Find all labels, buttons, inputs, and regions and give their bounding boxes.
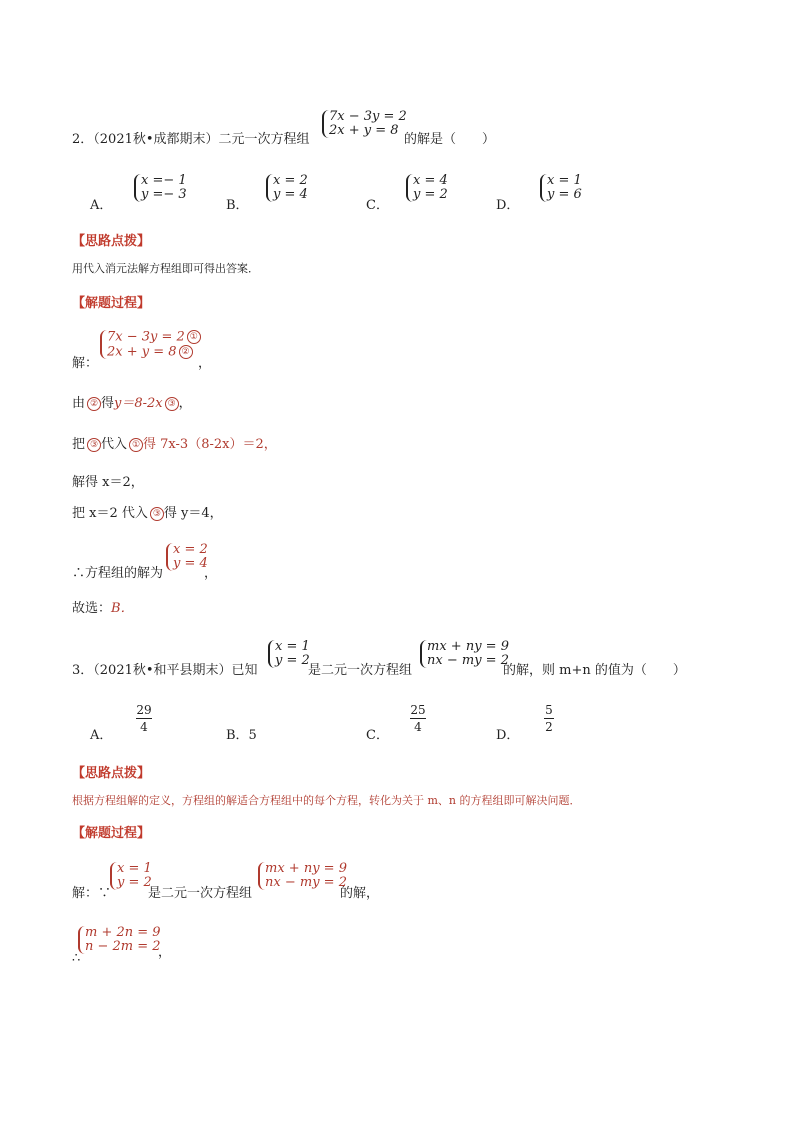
q2-option-a: x =− 1 y =− 3	[134, 174, 187, 202]
q2-equation-system: 7x − 3y = 2 2x + y = 8	[322, 110, 407, 138]
q3-hint-text: 根据方程组解的定义，方程组的解适合方程组中的每个方程，转化为关于 m、n 的方程组即可解决问题．	[72, 794, 581, 807]
q2-conclusion-system: x = 2 y = 4	[166, 543, 208, 571]
q3-therefore: ∴	[72, 951, 81, 966]
q3-equation-system: mx + ny = 9 nx − my = 2	[420, 640, 509, 668]
q3-solution-system: mx + ny = 9 nx − my = 2	[258, 862, 347, 890]
q3-option-d-fraction: 5 2	[545, 703, 553, 734]
q2-step-2: 把 ③ 代入 ① 得 7x-3（8-2x）＝2，	[72, 437, 277, 452]
q3-given-system: x = 1 y = 2	[268, 640, 310, 668]
q2-option-c-label: C．	[366, 198, 389, 213]
q2-step-1: 由 ② 得y＝8-2x ③ ，	[72, 396, 192, 411]
q3-option-c-label: C．	[366, 728, 389, 743]
circled-mark-1: ①	[187, 330, 201, 344]
circled-mark-3: ③	[87, 438, 101, 452]
q2-option-a-label: A．	[90, 198, 113, 213]
q2-conclusion-end: ，	[204, 566, 218, 581]
q3-stem-mid: 是二元一次方程组	[308, 663, 413, 678]
q3-derived-end: ，	[158, 945, 172, 960]
q2-option-d: x = 1 y = 6	[540, 174, 582, 202]
circled-mark-1: ①	[129, 438, 143, 452]
q3-option-d-label: D．	[496, 728, 520, 743]
q3-option-a-fraction: 29 4	[136, 703, 152, 734]
q3-solution-prefix: 解：∵	[72, 886, 112, 901]
q3-derived-system: m + 2n = 9 n − 2m = 2	[78, 926, 161, 954]
q2-hint-title: 【思路点拨】	[72, 234, 151, 249]
q2-answer: 故选：B．	[72, 601, 134, 616]
q2-stem-suffix: 的解是（ ）	[404, 132, 496, 147]
q3-stem-prefix: 3．（2021秋•和平县期末）已知	[72, 663, 258, 678]
q3-process-title: 【解题过程】	[72, 826, 151, 841]
q3-solution-end: 的解，	[340, 886, 380, 901]
q3-option-a-label: A．	[90, 728, 113, 743]
circled-mark-2: ②	[87, 397, 101, 411]
q2-solution-comma: ，	[198, 356, 212, 371]
circled-mark-2: ②	[179, 345, 193, 359]
q2-hint-text: 用代入消元法解方程组即可得出答案．	[72, 262, 259, 275]
q3-solution-mid: 是二元一次方程组	[148, 886, 253, 901]
q3-solution-given: x = 1 y = 2	[110, 862, 152, 890]
q2-option-c: x = 4 y = 2	[406, 174, 448, 202]
circled-mark-3: ③	[165, 397, 179, 411]
q2-option-b-label: B．	[226, 198, 249, 213]
q3-stem-suffix: 的解，则 m+n 的值为（ ）	[503, 663, 686, 678]
circled-mark-3: ③	[150, 507, 164, 521]
q2-stem-prefix: 2．（2021秋•成都期末）二元一次方程组	[72, 132, 310, 147]
q2-step-4: 把 x＝2 代入 ③ 得 y＝4，	[72, 506, 223, 521]
q2-solution-prefix: 解：	[72, 356, 99, 371]
q2-process-title: 【解题过程】	[72, 296, 151, 311]
q2-solution-system: 7x − 3y = 2 ① 2x + y = 8 ②	[100, 330, 201, 359]
q3-option-c-fraction: 25 4	[410, 703, 426, 734]
q2-step-3: 解得 x＝2，	[72, 475, 144, 490]
q3-option-b: B．5	[226, 728, 257, 743]
q2-conclusion-prefix: ∴方程组的解为	[72, 566, 164, 581]
q2-option-b: x = 2 y = 4	[266, 174, 308, 202]
q3-hint-title: 【思路点拨】	[72, 766, 151, 781]
q2-option-d-label: D．	[496, 198, 520, 213]
